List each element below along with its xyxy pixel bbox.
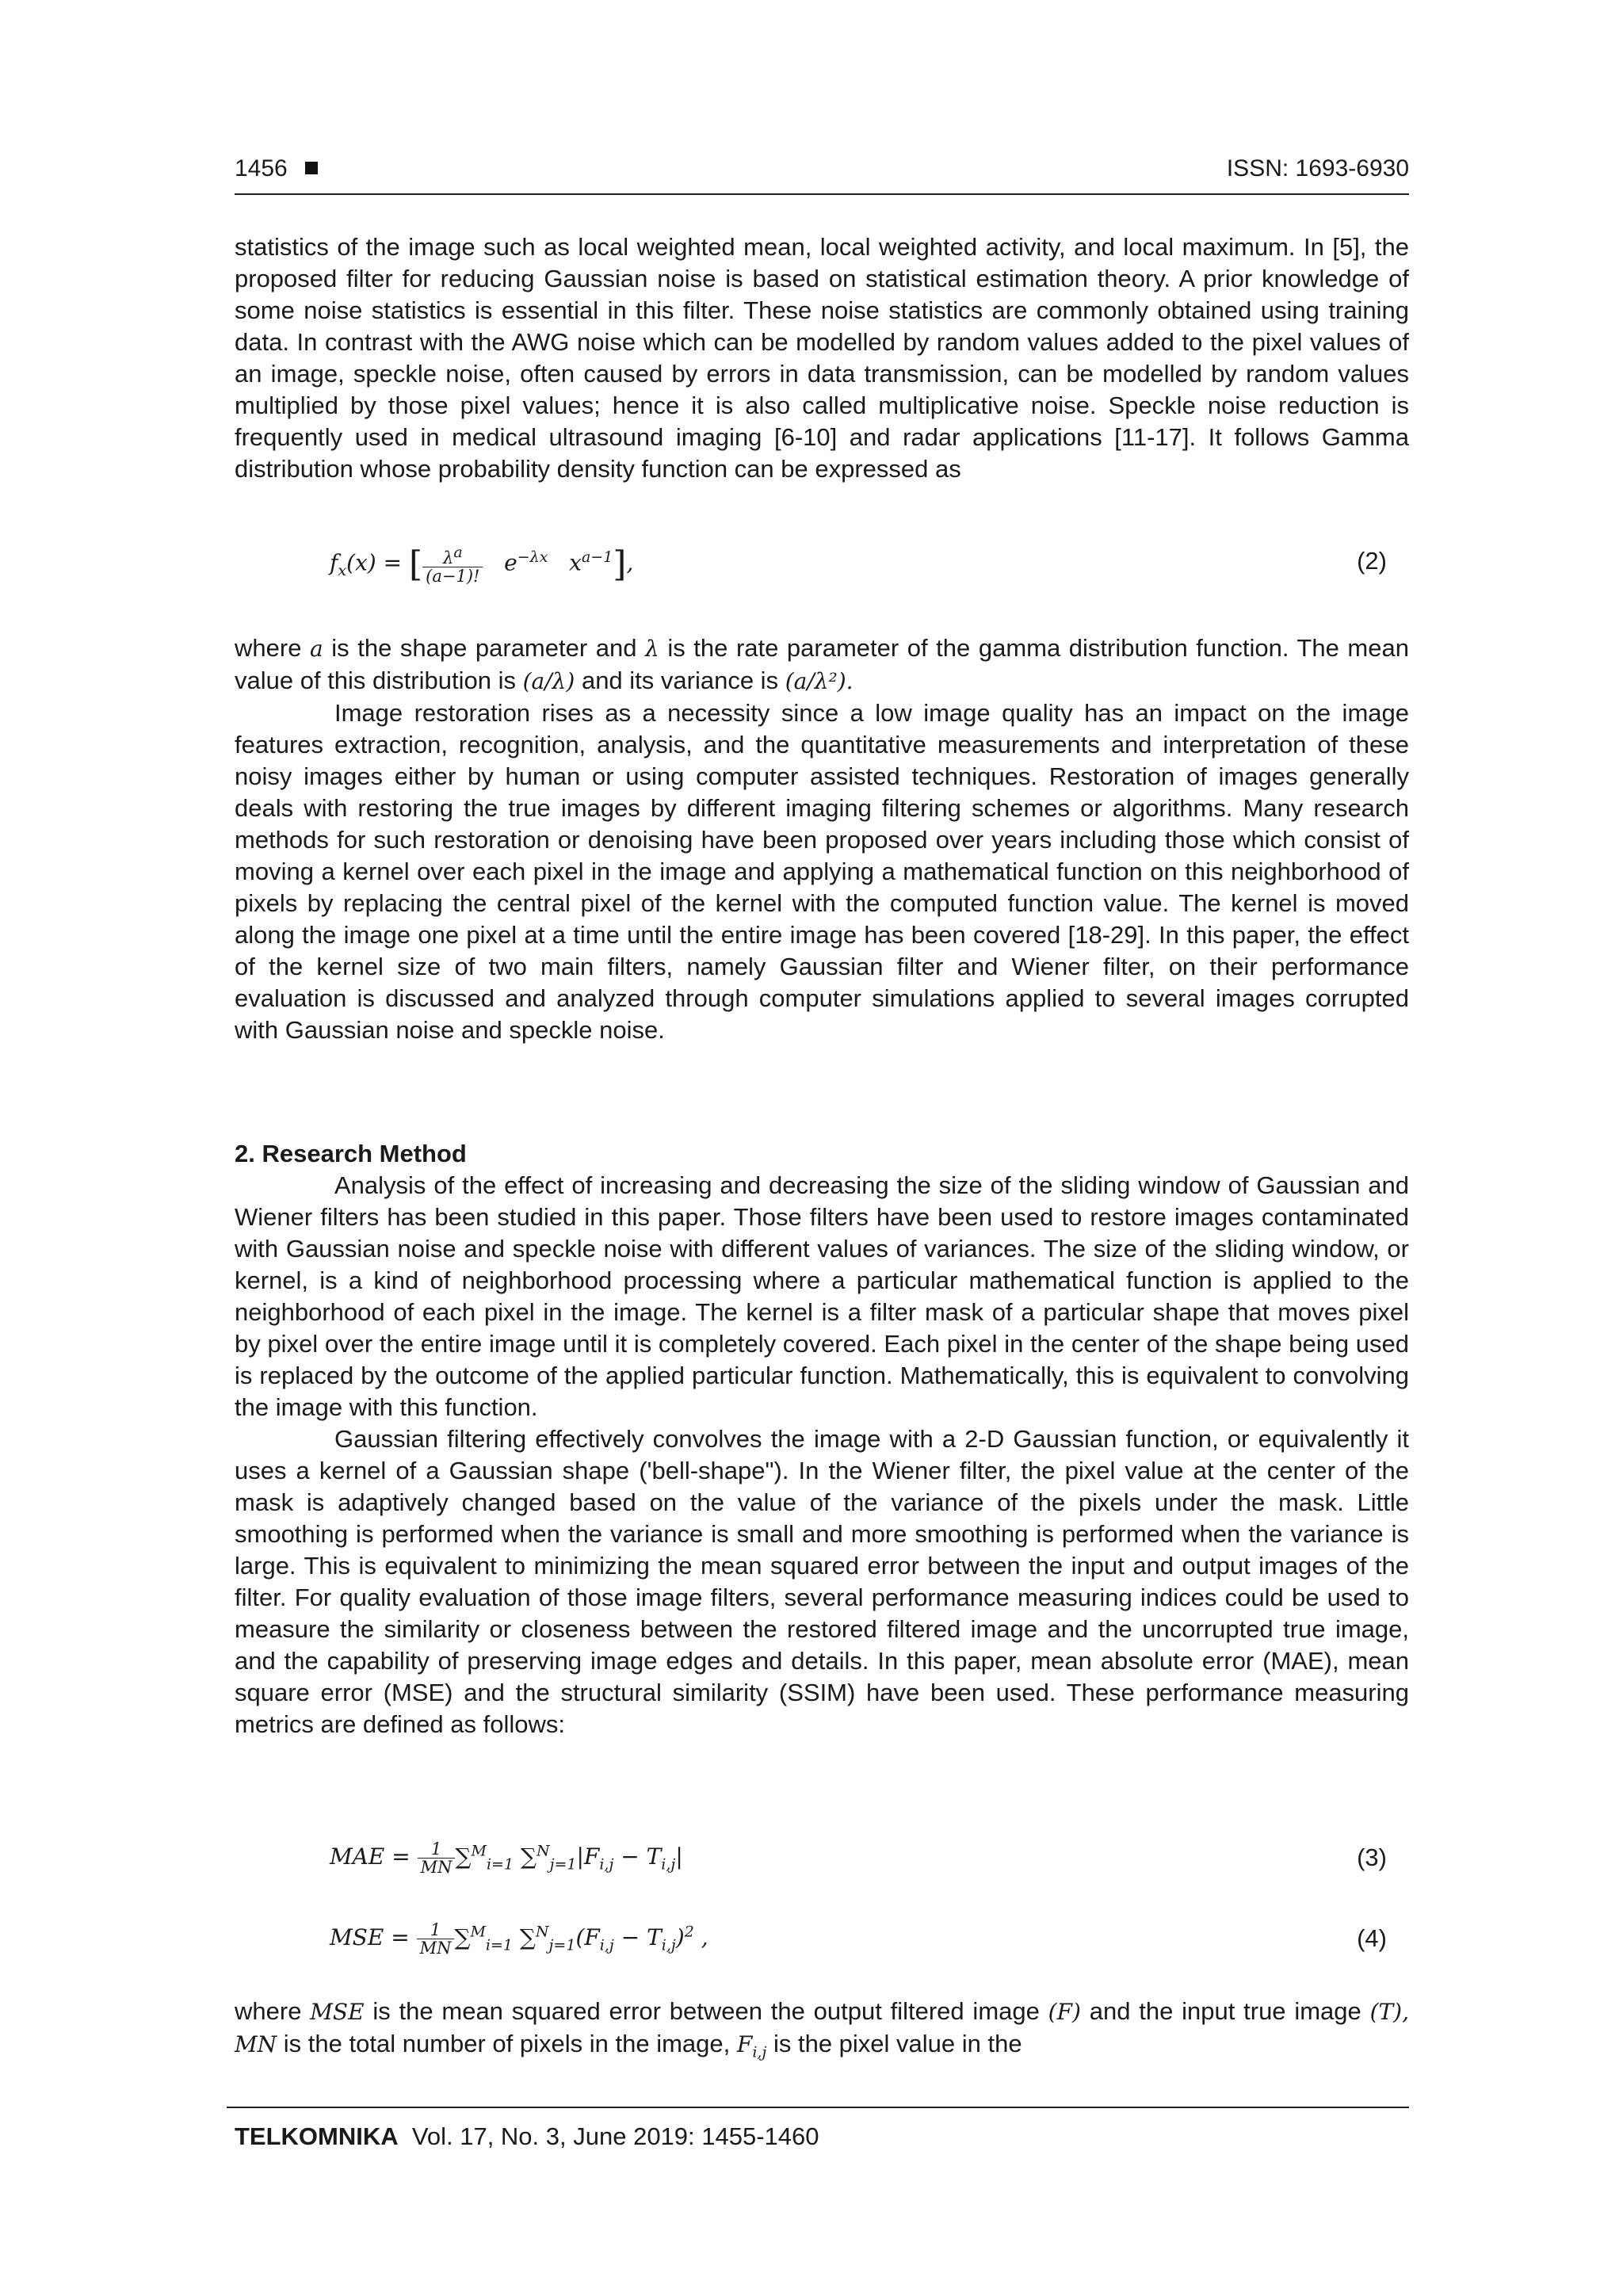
intro-text-b: In contrast with the AWG noise which can be modelled by random values added to the pixel values of an image, speckle noise, often caused by errors in data transmission, can be modelled by random values multiplied by those pixel values; hence it is also called multiplicative noise. Speckle noise reduction is frequently used in medical ultrasound imaging [6-10] and radar applications [11-17]. It follows Gamma distribution whose probability density function can be expressed as (235, 328, 1409, 483)
equation-4-number: (4) (1357, 1924, 1387, 1952)
equation-2-expression: $f_x(x)$ = [ $\frac{\lambda^a}{(a-1)!}$ $e^{-\lambda x}$ $x^{a-1}$], (330, 544, 634, 586)
equation-4-expression: MSE = $\frac{1}{MN}$ ∑$^M_{i=1}$ $\sum^N_{j=1}(F_{i,j} - T_{i,j})^2$ , (330, 1920, 708, 1958)
equation-3 (235, 1837, 1409, 1885)
equation-3-number: (3) (1357, 1843, 1387, 1871)
var-lambda: λ (645, 636, 659, 662)
section-title: 2. Research Method (235, 1140, 467, 1167)
section-2-paragraph-3: where MSE is the mean squared error between the output filtered image (F) and the input true image (T), MN is the total number of pixels in the image, $F_{i,j}$ is the pixel value in the (235, 1997, 1409, 2061)
section-2-paragraph-2: Gaussian filtering effectively convolves the image with a 2-D Gaussian function, or equivalently it uses a kernel of a Gaussian shape ('bell-shape"). In the Wiener filter, the pixel value at the center of the mask is adaptively changed based on the value of the variance of the pixels under the mask. Little smoothing is performed when the variance is small and more smoothing is performed when the variance is large. This is equivalent to minimizing the mean squared error between the input and output images of the filter. For quality evaluation of those image filters, several performance measuring indices could be used to measure the similarity or closeness between the restored filtered image and the uncorrupted true image, and the capability of preserving image edges and details. In this paper, mean absolute error (MAE), mean square error (MSE) and the structural similarity (SSIM) have been used. These performance measuring metrics are defined as follows: (235, 1425, 1409, 1738)
var-t: (T), (1369, 1999, 1409, 2025)
equation-4 (235, 1918, 1409, 1966)
var-fij: $F_{i,j}$ (736, 2031, 767, 2061)
variance-expression: (a/λ²). (785, 668, 854, 694)
intro-paragraph-after-eq2: where a is the shape parameter and λ is the rate parameter of the gamma distribution function. The mean value of this distribution is (a/λ) and its variance is (a/λ²). Image restoration rises as a necessity since a low image quality has an impact on the image features extraction, recognition, analysis, and the quantitative measurements and interpretation of these noisy images either by human or using computer assisted techniques. Restoration of images generally deals with restoring the true images by different imaging filtering schemes or algorithms. Many research methods for such restoration or denoising have been proposed over years including those which consist of moving a kernel over each pixel in the image and applying a mathematical function on this neighborhood of pixels by replacing the central pixel of the kernel with the computed function value. The kernel is moved along the image one pixel at a time until the entire image has been covered [18-29]. In this paper, the effect of the kernel size of two main filters, namely Gaussian filter and Wiener filter, on their performance evaluation is discussed and analyzed through computer simulations applied to several images corrupted with Gaussian noise and speckle noise. (235, 632, 1409, 1046)
var-f: (F) (1048, 1999, 1081, 2025)
page-number: 1456 (235, 155, 318, 182)
issn: ISSN: 1693-6930 (1226, 155, 1409, 181)
section-2-paragraph-1: Analysis of the effect of increasing and decreasing the size of the sliding window of Gaussian and Wiener filters has been studied in this paper. Those filters have been used to restore images contaminated with Gaussian noise and speckle noise with different values of variances. The size of the sliding window, or kernel, is a kind of neighborhood processing where a particular mathematical function is applied to the neighborhood of each pixel in the image. The kernel is a filter mask of a particular shape that moves pixel by pixel over the entire image until it is completely covered. Each pixel in the center of the shape being used is replaced by the outcome of the applied particular function. Mathematically, this is equivalent to convolving the image with this function. (235, 1171, 1409, 1421)
journal-details: Vol. 17, No. 3, June 2019: 1455-1460 (411, 2122, 819, 2150)
var-mn: MN (235, 2031, 277, 2057)
intro-paragraph-2: Image restoration rises as a necessity since a low image quality has an impact on the image features extraction, recognition, analysis, and the quantitative measurements and interpretation of these noisy images either by human or using computer assisted techniques. Restoration of images generally deals with restoring the true images by different imaging filtering schemes or algorithms. Many research methods for such restoration or denoising have been proposed over years including those which consist of moving a kernel over each pixel in the image and applying a mathematical function on this neighborhood of pixels by replacing the central pixel of the kernel with the computed function value. The kernel is moved along the image one pixel at a time until the entire image has been covered [18-29]. In this paper, the effect of the kernel size of two main filters, namely Gaussian filter and Wiener filter, on their performance evaluation is discussed and analyzed through computer simulations applied to several images corrupted with Gaussian noise and speckle noise. (235, 699, 1409, 1044)
journal-name: TELKOMNIKA (235, 2122, 399, 2150)
equation-2 (235, 541, 1409, 588)
intro-text-a: statistics of the image such as local weighted mean, local weighted activity, and local maximum. In [5], the proposed filter for reducing Gaussian noise is based on statistical estimation theory. A prior knowledge of some noise statistics is essential in this filter. These noise statistics are commonly obtained using training data. (235, 233, 1409, 356)
var-mse: MSE (310, 1999, 365, 2025)
footer-rule (227, 2107, 1409, 2108)
square-bullet-icon (305, 162, 318, 174)
page-header (235, 155, 1409, 192)
page-footer (235, 2122, 819, 2151)
equation-2-number: (2) (1357, 547, 1387, 575)
header-rule (235, 193, 1409, 195)
var-a: a (310, 636, 323, 662)
section-2 (235, 1138, 1409, 1740)
mean-expression: (a/λ) (522, 668, 575, 694)
equation-3-expression: MAE = $\frac{1}{MN}$ ∑$^M_{i=1}$ $\sum^N_{j=1}|F_{i,j} - T_{i,j}|$ (330, 1839, 683, 1877)
intro-paragraph-1 (235, 231, 1409, 485)
